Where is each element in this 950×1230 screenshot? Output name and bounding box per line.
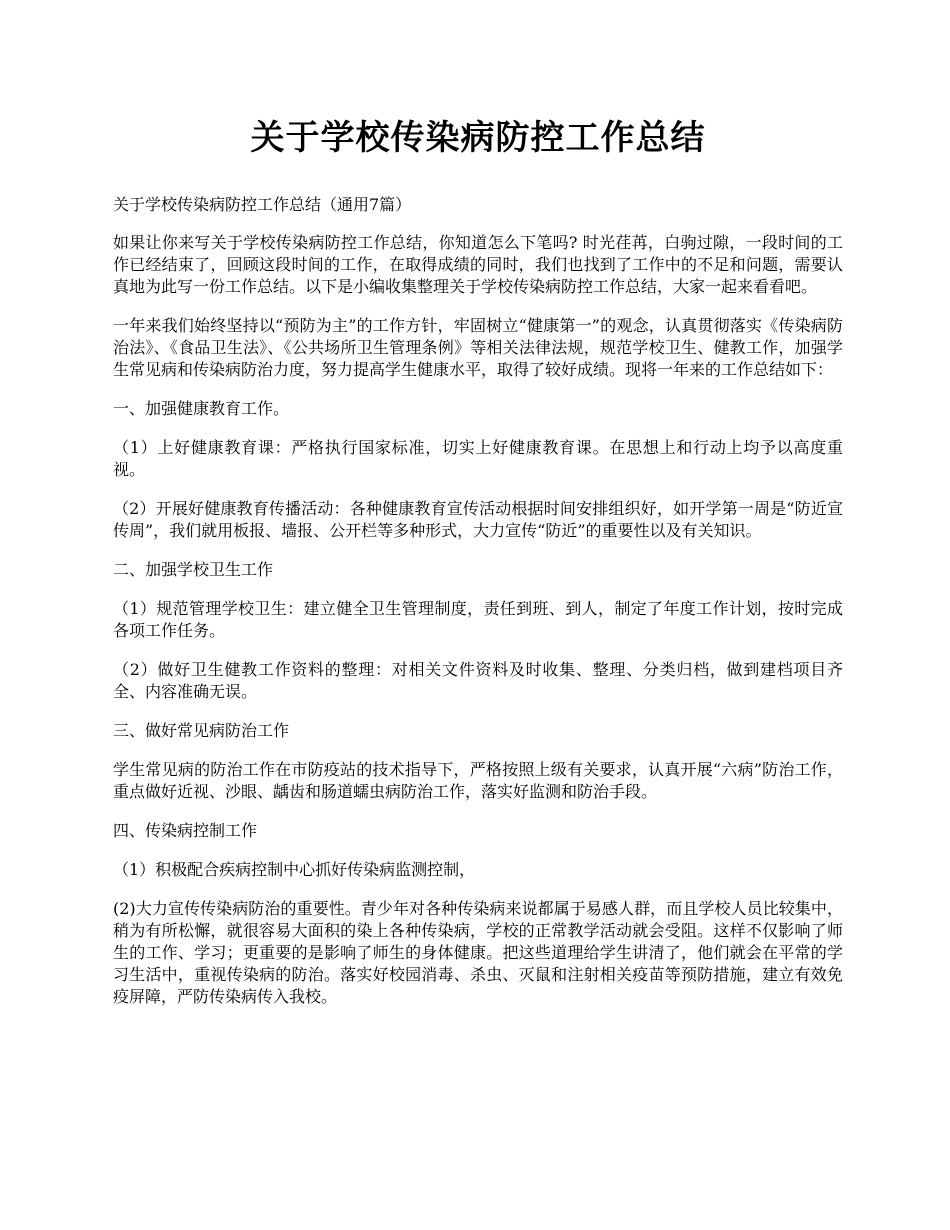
summary-paragraph: 一年来我们始终坚持以“预防为主”的工作方针，牢固树立“健康第一”的观念，认真贯彻落实《传染病防治法》、《食品卫生法》、《公共场所卫生管理条例》等相关法律法规，规范学校卫生、健教工作，加强学生常见病和传染病防治力度，努力提高学生健康水平，取得了较好成绩。现将一年来的工作总结如下： — [113, 316, 843, 379]
section-2-item-1: （1）规范管理学校卫生：建立健全卫生管理制度，责任到班、到人，制定了年度工作计划，按时完成各项工作任务。 — [113, 599, 843, 640]
section-2-item-2: （2）做好卫生健教工作资料的整理：对相关文件资料及时收集、整理、分类归档，做到建档项目齐全、内容准确无误。 — [113, 660, 843, 701]
section-heading-3: 三、做好常见病防治工作 — [113, 721, 290, 740]
document-page — [113, 110, 843, 1025]
section-4-item-1: （1）积极配合疾病控制中心抓好传染病监测控制， — [113, 860, 476, 879]
section-1-item-2: （2）开展好健康教育传播活动：各种健康教育宣传活动根据时间安排组织好，如开学第一周是“防近宣传周”，我们就用板报、墙报、公开栏等多种形式，大力宣传“防近”的重要性以及有关知识。 — [113, 499, 843, 540]
section-heading-1: 一、加强健康教育工作。 — [113, 399, 290, 418]
document-title: 关于学校传染病防控工作总结 — [250, 118, 706, 158]
section-3-body: 学生常见病的防治工作在市防疫站的技术指导下，严格按照上级有关要求，认真开展“六病”防治工作，重点做好近视、沙眼、龋齿和肠道蠕虫病防治工作，落实好监测和防治手段。 — [113, 760, 843, 801]
section-1-item-1: （1）上好健康教育课：严格执行国家标准，切实上好健康教育课。在思想上和行动上均予以高度重视。 — [113, 438, 843, 479]
section-4-item-2: (2)大力宣传传染病防治的重要性。青少年对各种传染病来说都属于易感人群，而且学校人员比较集中，稍为有所松懈，就很容易大面积的染上各种传染病，学校的正常教学活动就会受阻。这样不仅影响了师生的工作、学习；更重要的是影响了师生的身体健康。把这些道理给学生讲清了，他们就会在平常的学习生活中，重视传染病的防治。落实好校园消毒、杀虫、灭鼠和注射相关疫苗等预防措施，建立有效免疫屏障，严防传染病传入我校。 — [113, 899, 843, 1006]
section-heading-2: 二、加强学校卫生工作 — [113, 560, 274, 579]
document-subtitle: 关于学校传染病防控工作总结（通用7篇） — [113, 195, 412, 214]
section-heading-4: 四、传染病控制工作 — [113, 821, 258, 840]
intro-paragraph: 如果让你来写关于学校传染病防控工作总结，你知道怎么下笔吗? 时光荏苒，白驹过隙，一段时间的工作已经结束了，回顾这段时间的工作，在取得成绩的同时，我们也找到了工作中的不足和问题，需要认真地为此写一份工作总结。以下是小编收集整理关于学校传染病防控工作总结，大家一起来看看吧。 — [113, 233, 843, 296]
